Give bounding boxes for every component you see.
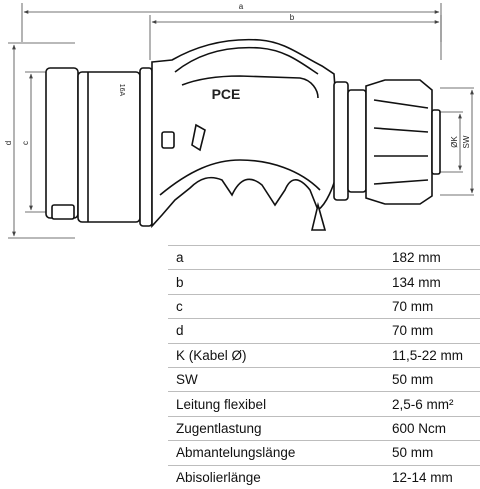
spec-row <box>168 416 480 440</box>
dimension-k-label: ØK <box>450 136 459 148</box>
spec-row <box>168 319 480 343</box>
spec-name: c <box>168 294 386 318</box>
spec-value: 50 mm <box>386 367 480 391</box>
cable-gland <box>334 80 440 204</box>
spec-row <box>168 343 480 367</box>
dimension-b-label: b <box>289 13 295 22</box>
spec-name: Abisolierlänge <box>168 465 386 489</box>
spec-value: 182 mm <box>386 246 480 270</box>
spec-value: 134 mm <box>386 270 480 294</box>
spec-row <box>168 465 480 489</box>
spec-value: 600 Ncm <box>386 416 480 440</box>
spec-value: 2,5-6 mm² <box>386 392 480 416</box>
spec-name: Leitung flexibel <box>168 392 386 416</box>
spec-name: Zugentlastung <box>168 416 386 440</box>
spec-value: 70 mm <box>386 294 480 318</box>
spec-row <box>168 441 480 465</box>
dimension-sw-label: SW <box>462 135 471 149</box>
spec-row <box>168 246 480 270</box>
spec-name: Abmantelungslänge <box>168 441 386 465</box>
spec-name: d <box>168 319 386 343</box>
plug-housing <box>152 40 340 230</box>
spec-name: K (Kabel Ø) <box>168 343 386 367</box>
spec-name: SW <box>168 367 386 391</box>
spec-value: 12-14 mm <box>386 465 480 489</box>
spec-value: 50 mm <box>386 441 480 465</box>
dimension-c-label: c <box>21 141 30 145</box>
spec-name: b <box>168 270 386 294</box>
spec-row <box>168 392 480 416</box>
spec-row <box>168 367 480 391</box>
spec-row <box>168 270 480 294</box>
dimension-a-label: a <box>238 2 244 11</box>
spec-name: a <box>168 246 386 270</box>
connector-label: 16A <box>118 83 125 97</box>
plug-front <box>46 68 152 226</box>
spec-value: 70 mm <box>386 319 480 343</box>
brand-label: PCE <box>211 86 241 102</box>
spec-value: 11,5-22 mm <box>386 343 480 367</box>
spec-table <box>168 245 480 489</box>
dimension-d-label: d <box>4 140 13 146</box>
spec-row <box>168 294 480 318</box>
dimension-a <box>22 3 441 42</box>
